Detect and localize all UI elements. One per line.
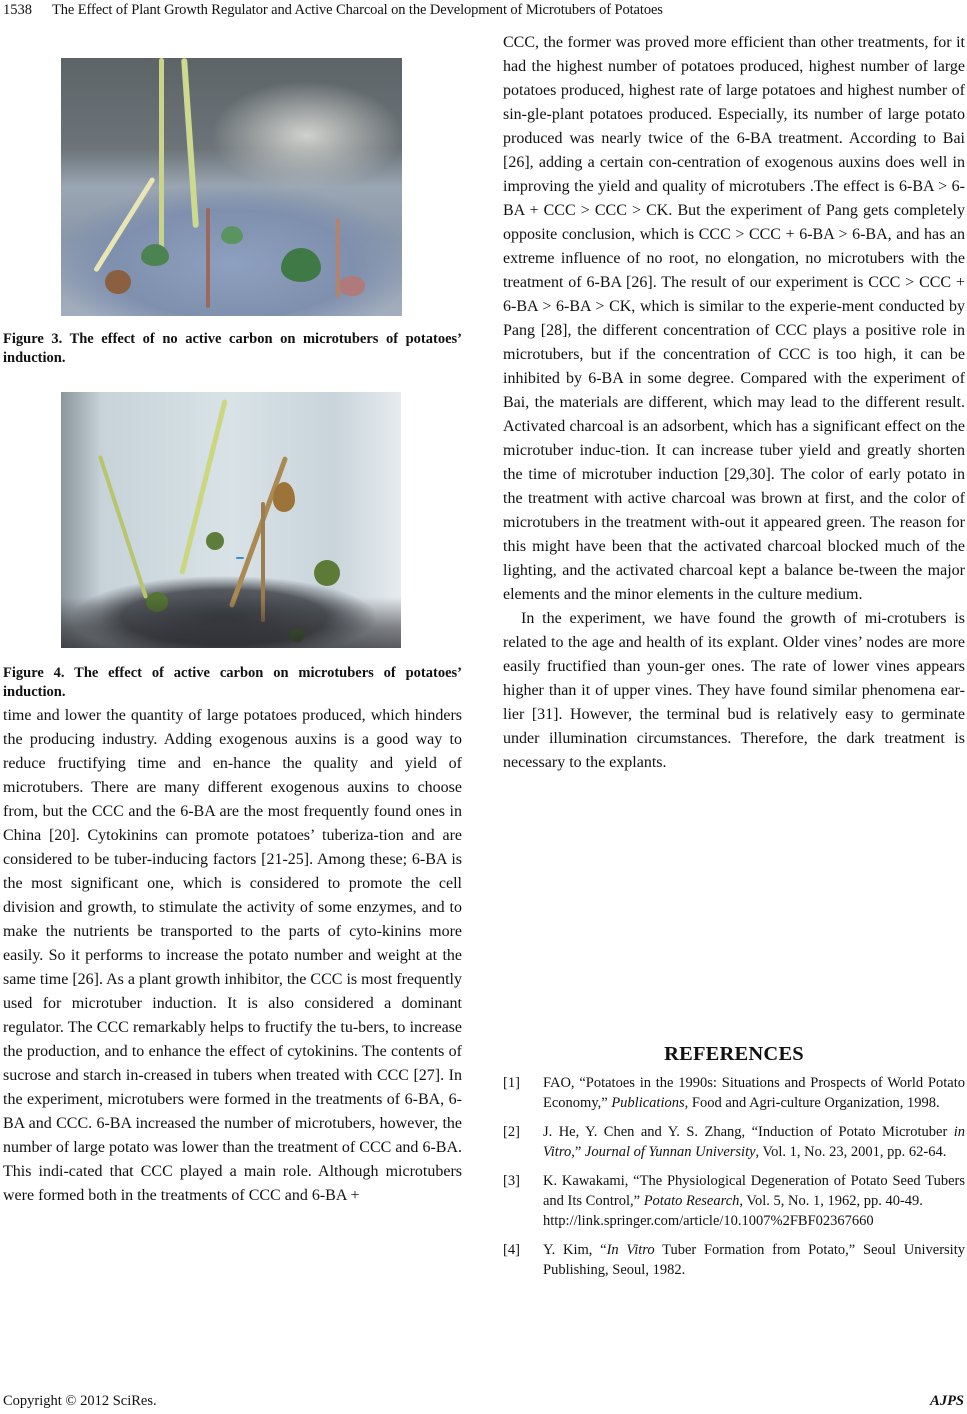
reference-number: [4] [503,1242,520,1258]
figure-4-image [61,392,401,648]
reference-source: Journal of Yunnan University [584,1144,756,1160]
reference-term: in Vitro [543,1124,965,1160]
reference-text: , Vol. 1, No. 23, 2001, pp. 62-64. [755,1144,947,1160]
references-heading: REFERENCES [664,1043,804,1065]
reference-item [503,1171,965,1231]
body-paragraph: CCC, the former was proved more efficient than other treatments, for it had the highest number of potatoes produced, highest number of large potatoes produced, highest rate of large potatoes and highest number of sin-gle-plant potatoes produced. Especially, its number of large potato produced was nearly twice of the 6-BA treatment. According to Bai [26], adding a certain con-centration of exogenous auxins does well in improving the yield and quality of microtubers .The effect is 6-BA > 6-BA + CCC > CCC > CK. But the experiment of Pang gets completely opposite conclusion, which is CCC > CCC + 6-BA > 6-BA, and has an extreme influence of no root, no elongation, no microtubers with the treatment of 6-BA [26]. The result of our experiment is CCC > CCC + 6-BA > 6-BA > CK, which is similar to the experie-ment conducted by Pang [28], the different concentration of CCC plays a positive role in microtubers, but if the concentration of CCC is too high, it can be inhibited by 6-BA in some degree. Compared with the experiment of Bai, the materials are different, which may lead to the different result. Activated charcoal is an adsorbent, which has a significant effect on the microtuber induc-tion. It can increase tuber yield and greatly shorten the time of microtuber induction [29,30]. The color of early potato in the treatment with active charcoal was brown at first, and the color of microtubers in the treatment with-out it appeared green. The reason for this might have been that the activated charcoal blocked much of the lighting, and the activated charcoal kept a balance be-tween the major elements and the minor elements in the culture medium. [503,34,965,603]
journal-abbreviation: AJPS [930,1393,964,1409]
figure-3-caption: Figure 3. The effect of no active carbon on microtubers of potatoes’ induction. [3,331,462,366]
reference-text: Y. Kim, “ [543,1242,607,1258]
reference-number: [2] [503,1124,520,1140]
page-number: 1538 [3,2,32,18]
figure-4-caption: Figure 4. The effect of active carbon on microtubers of potatoes’ induction. [3,665,462,700]
reference-url-link[interactable]: http://link.springer.com/article/10.1007%2FBF02367660 [543,1213,874,1229]
reference-text: Tuber Formation from Potato,” Seoul University Publishing, Seoul, 1982. [543,1242,965,1278]
reference-item [503,1240,965,1280]
reference-source: Publications [611,1095,685,1111]
reference-text: , Food and Agri-culture Organization, 1998. [684,1095,940,1111]
reference-item [503,1122,965,1162]
right-column-body [503,31,965,775]
reference-number: [3] [503,1173,520,1189]
reference-item [503,1073,965,1113]
reference-term: In Vitro [606,1242,655,1258]
figure-3-image [61,58,402,316]
running-title: The Effect of Plant Growth Regulator and Active Charcoal on the Development of Microtubers of Potatoes [52,2,663,18]
body-paragraph: In the experiment, we have found the growth of mi-crotubers is related to the age and health of its explant. Older vines’ nodes are more easily fructified than youn-ger ones. The rate of lower vines appears higher than it of upper vines. They have found similar phenomena ear-lier [31]. However, the terminal bud is relatively easy to germinate under illumination circumstances. Therefore, the dark treatment is necessary to the explants. [503,610,965,771]
copyright-notice: Copyright © 2012 SciRes. [3,1393,157,1409]
reference-text: J. He, Y. Chen and Y. S. Zhang, “Induction of Potato Microtuber [543,1124,954,1140]
left-column-body [3,704,462,1208]
reference-text: K. Kawakami, “The Physiological Degeneration of Potato Seed Tubers and Its Control,” [543,1173,965,1209]
reference-text: ,” [571,1144,585,1160]
references-list [503,1073,965,1289]
reference-text: FAO, “Potatoes in the 1990s: Situations and Prospects of World Potato Economy,” [543,1075,965,1111]
reference-source: Potato Research [643,1193,740,1209]
reference-text: , Vol. 5, No. 1, 1962, pp. 40-49. [739,1193,923,1209]
reference-number: [1] [503,1075,520,1091]
body-paragraph: time and lower the quantity of large potatoes produced, which hinders the producing industry. Adding exogenous auxins is a good way to reduce fructifying time and en-hance the quality and yield of microtubers. There are many different exogenous auxins to choose from, but the CCC and the 6-BA are the most frequently found ones in China [20]. Cytokinins can promote potatoes’ tuberiza-tion and are considered to be tuber-inducing factors [21-25]. Among these; 6-BA is the most significant one, which is considered to promote the cell division and growth, to stimulate the activity of some enzymes, and to make the nutrients be transported to the parts of cyto-kinins more easily. So it performs to increase the potato number and weight at the same time [26]. As a plant growth inhibitor, the CCC is most frequently used for microtuber induction. It is also considered a dominant regulator. The CCC remarkably helps to fructify the tu-bers, to increase the production, and to enhance the effect of cytokinins. The contents of sucrose and starch in-creased in tubers when treated with CCC [27]. In the experiment, microtubers were formed in the treatments of 6-BA, 6-BA and CCC. 6-BA increased the number of microtubers, however, the number of large potato was lower than the treatment of CCC and 6-BA. This indi-cated that CCC played a main role. Although microtubers were formed both in the treatments of CCC and 6-BA + [3,707,462,1204]
